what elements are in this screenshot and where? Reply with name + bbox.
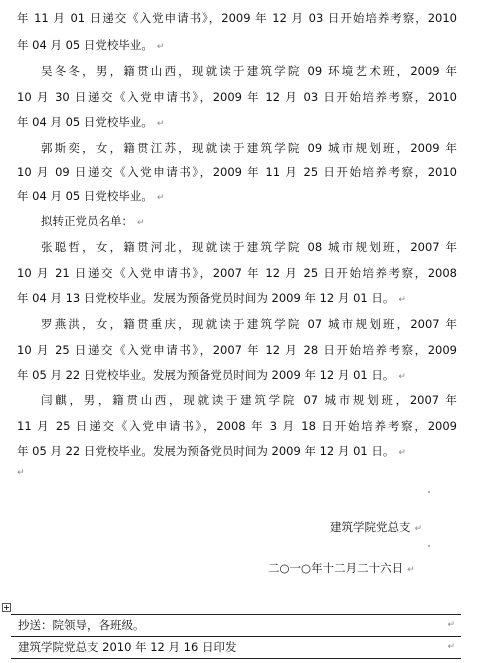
cell-end-mark-icon: ↵ (447, 620, 455, 630)
signature-date: 二○一○年十二月二十六日 ↵ (268, 560, 415, 578)
paragraph-mark-icon: ↵ (398, 448, 406, 458)
paragraph-line: 年 04 月 05 日党校毕业。 ↵ (17, 188, 164, 206)
paragraph-line: 10 月 30 日递交《入党申请书》，2009 年 12 月 03 日开始培养考察，2010 (17, 90, 457, 104)
paragraph-mark-icon: ↵ (156, 42, 165, 52)
paragraph-line: 年 05 月 22 日党校毕业。发展为预备党员时间为 2009 年 12 月 01 日。 ↵ (17, 443, 406, 461)
table-row-issued (11, 636, 461, 658)
format-mark (428, 545, 430, 547)
format-mark (428, 491, 430, 493)
paragraph-mark-icon: ↵ (156, 119, 165, 129)
paragraph-line: 10 月 21 日递交《入党申请书》，2007 年 12 月 25 日开始培养考察，2008 (17, 266, 457, 280)
paragraph-line: 罗燕洪，女，籍贯重庆，现就读于建筑学院 07 城市规划班，2007 年 (41, 317, 457, 331)
footer-table (11, 614, 461, 659)
paragraph-mark-icon: ↵ (398, 295, 406, 305)
paragraph-line: 张聪哲，女，籍贯河北，现就读于建筑学院 08 城市规划班，2007 年 (41, 240, 457, 254)
paragraph-mark-icon: ↵ (414, 524, 423, 534)
paragraph-line: 年 04 月 13 日党校毕业。发展为预备党员时间为 2009 年 12 月 01 日。 ↵ (17, 290, 406, 308)
paragraph-line: 年 04 月 05 日党校毕业。 ↵ (17, 114, 164, 132)
paragraph-line: 年 05 月 22 日党校毕业。发展为预备党员时间为 2009 年 12 月 01 日。 ↵ (17, 367, 406, 385)
cell-end-mark-icon: ↵ (447, 642, 455, 652)
paragraph-line: 闫麒，男，籍贯山西，现就读于建筑学院 07 城市规划班，2007 年 (41, 393, 457, 407)
paragraph-mark-icon: ↵ (156, 193, 165, 203)
paragraph-line: 年 04 月 05 日党校毕业。 ↵ (17, 37, 164, 55)
cc-text: 抄送：院领导，各班级。 (18, 618, 145, 632)
issued-text: 建筑学院党总支 2010 年 12 月 16 日印发 (18, 640, 237, 654)
table-row-cc (11, 615, 461, 636)
paragraph-line: 郭斯奕，女，籍贯江苏，现就读于建筑学院 09 城市规划班，2009 年 (41, 141, 457, 155)
paragraph-line: 10 月 25 日递交《入党申请书》，2007 年 12 月 28 日开始培养考察，2009 (17, 343, 457, 357)
paragraph-line: 10 月 09 日递交《入党申请书》，2009 年 11 月 25 日开始培养考察，2010 (17, 165, 457, 179)
signature-org: 建筑学院党总支 ↵ (330, 519, 422, 537)
paragraph-line: 年 11 月 01 日递交《入党申请书》，2009 年 12 月 03 日开始培养考察，2010 (17, 11, 457, 25)
paragraph-mark-icon: ↵ (398, 372, 406, 382)
table-move-handle-icon[interactable] (2, 603, 11, 612)
section-heading: 拟转正党员名单： ↵ (41, 213, 457, 231)
paragraph-line: 11 月 25 日递交《入党申请书》，2008 年 3 月 18 日开始培养考察，2009 (17, 419, 457, 433)
paragraph-mark-icon: ↵ (137, 218, 145, 228)
paragraph-mark-icon: ↵ (407, 565, 415, 575)
paragraph-mark-icon: ↵ (17, 468, 25, 478)
paragraph-line: 吴冬冬，男，籍贯山西，现就读于建筑学院 09 环境艺术班，2009 年 (41, 64, 457, 78)
